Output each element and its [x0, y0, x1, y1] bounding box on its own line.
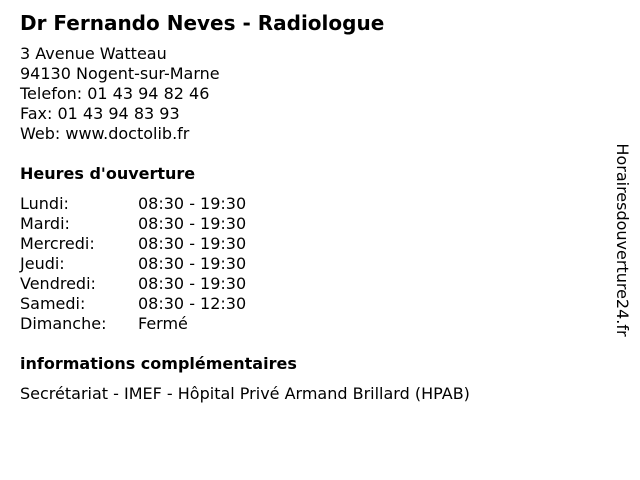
opening-hours-table — [20, 194, 246, 334]
phone-text: Telefon: 01 43 94 82 46 — [20, 84, 210, 103]
site-watermark: Horairesdouverture24.fr — [613, 143, 632, 337]
web-text: Web: www.doctolib.fr — [20, 124, 190, 143]
opening-hours-heading: Heures d'ouverture — [20, 164, 196, 183]
day-label: Vendredi: — [20, 274, 96, 293]
address-line-1: 3 Avenue Watteau — [20, 44, 167, 63]
hours-row-sunday — [20, 314, 246, 334]
time-value: 08:30 - 19:30 — [138, 254, 247, 273]
time-value: 08:30 - 12:30 — [138, 294, 247, 313]
hours-row-friday — [20, 274, 246, 294]
page-title: Dr Fernando Neves - Radiologue — [20, 11, 385, 35]
time-value: Fermé — [138, 314, 188, 333]
fax-text: Fax: 01 43 94 83 93 — [20, 104, 180, 123]
hours-row-wednesday — [20, 234, 246, 254]
day-label: Samedi: — [20, 294, 86, 313]
day-label: Lundi: — [20, 194, 69, 213]
day-label: Dimanche: — [20, 314, 107, 333]
hours-row-thursday — [20, 254, 246, 274]
contact-block — [20, 44, 220, 144]
additional-info-text: Secrétariat - IMEF - Hôpital Privé Armand Brillard (HPAB) — [20, 384, 470, 403]
time-value: 08:30 - 19:30 — [138, 234, 247, 253]
hours-row-monday — [20, 194, 246, 214]
time-value: 08:30 - 19:30 — [138, 194, 247, 213]
hours-row-tuesday — [20, 214, 246, 234]
hours-row-saturday — [20, 294, 246, 314]
day-label: Jeudi: — [20, 254, 65, 273]
time-value: 08:30 - 19:30 — [138, 214, 247, 233]
day-label: Mardi: — [20, 214, 70, 233]
additional-info-heading: informations complémentaires — [20, 354, 297, 373]
time-value: 08:30 - 19:30 — [138, 274, 247, 293]
address-line-2: 94130 Nogent-sur-Marne — [20, 64, 220, 83]
day-label: Mercredi: — [20, 234, 95, 253]
